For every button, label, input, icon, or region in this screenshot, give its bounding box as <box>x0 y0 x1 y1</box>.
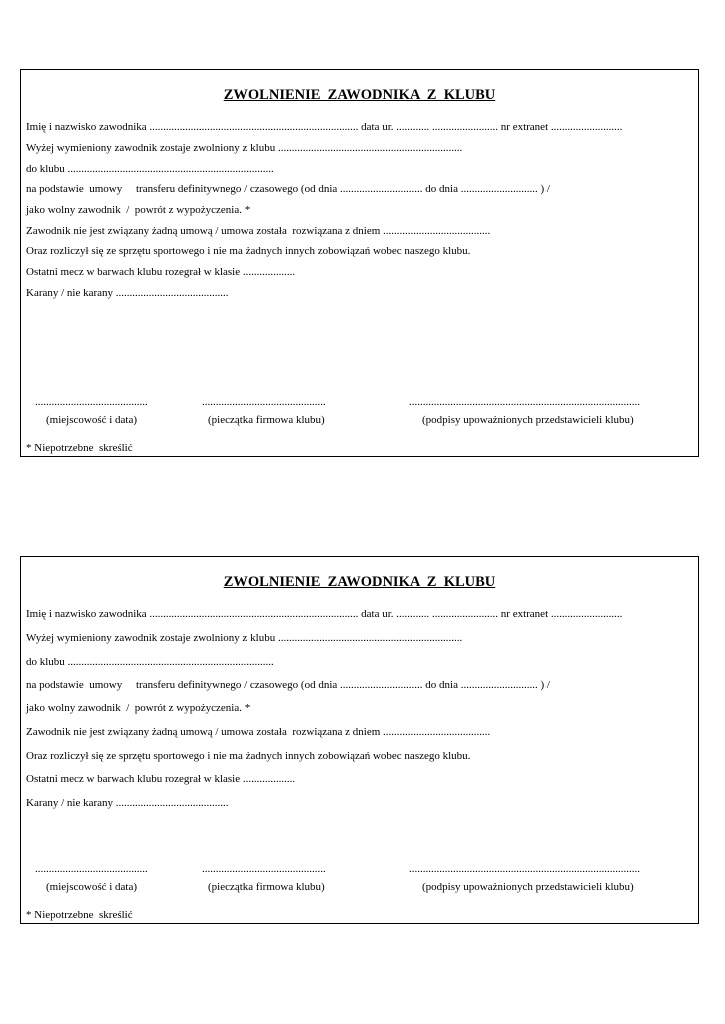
to-club-line: do klubu ........................................................................... <box>26 656 274 668</box>
footnote: * Niepotrzebne skreślić <box>26 442 133 454</box>
contract-status-line: Zawodnik nie jest związany żadną umową / umowa została rozwiązana z dniem ....................................... <box>26 225 491 237</box>
form-title: ZWOLNIENIE ZAWODNIKA Z KLUBU <box>223 87 496 103</box>
last-match-line: Ostatni mecz w barwach klubu rozegrał w klasie ................... <box>26 266 296 278</box>
representatives-caption: (podpisy upoważnionych przedstawicieli klubu) <box>422 414 634 426</box>
penalty-status-line: Karany / nie karany ......................................... <box>26 797 229 809</box>
equipment-settlement-line: Oraz rozliczył się ze sprzętu sportowego i nie ma żadnych innych zobowiązań wobec naszego klubu. <box>26 750 471 762</box>
penalty-status-line: Karany / nie karany ......................................... <box>26 287 229 299</box>
club-stamp-signature-line: ............................................. <box>202 863 326 875</box>
place-date-caption: (miejscowość i data) <box>46 414 138 426</box>
transfer-basis-line: na podstawie umowy transferu definitywnego / czasowego (od dnia .............................. do dnia ............................ ) / <box>26 183 550 195</box>
release-form-2 <box>20 556 699 924</box>
representatives-signature-line: .................................................................................... <box>409 396 640 408</box>
released-from-club-line: Wyżej wymieniony zawodnik zostaje zwolniony z klubu ................................................................... <box>26 632 463 644</box>
release-form-1 <box>20 69 699 457</box>
club-stamp-caption: (pieczątka firmowa klubu) <box>208 881 325 893</box>
player-name-line: Imię i nazwisko zawodnika ............................................................................ data ur. ............ ........................ nr extranet .......................... <box>26 608 623 620</box>
form-title: ZWOLNIENIE ZAWODNIKA Z KLUBU <box>223 574 496 590</box>
to-club-line: do klubu ........................................................................... <box>26 163 274 175</box>
player-name-line: Imię i nazwisko zawodnika ............................................................................ data ur. ............ ........................ nr extranet .......................... <box>26 121 623 133</box>
place-date-signature-line: ......................................... <box>35 863 148 875</box>
free-agent-line: jako wolny zawodnik / powrót z wypożyczenia. * <box>26 702 251 714</box>
transfer-basis-line: na podstawie umowy transferu definitywnego / czasowego (od dnia .............................. do dnia ............................ ) / <box>26 679 550 691</box>
club-stamp-caption: (pieczątka firmowa klubu) <box>208 414 325 426</box>
representatives-caption: (podpisy upoważnionych przedstawicieli klubu) <box>422 881 634 893</box>
released-from-club-line: Wyżej wymieniony zawodnik zostaje zwolniony z klubu ................................................................... <box>26 142 463 154</box>
last-match-line: Ostatni mecz w barwach klubu rozegrał w klasie ................... <box>26 773 296 785</box>
representatives-signature-line: .................................................................................... <box>409 863 640 875</box>
place-date-caption: (miejscowość i data) <box>46 881 138 893</box>
footnote: * Niepotrzebne skreślić <box>26 909 133 921</box>
contract-status-line: Zawodnik nie jest związany żadną umową / umowa została rozwiązana z dniem ....................................... <box>26 726 491 738</box>
club-stamp-signature-line: ............................................. <box>202 396 326 408</box>
place-date-signature-line: ......................................... <box>35 396 148 408</box>
equipment-settlement-line: Oraz rozliczył się ze sprzętu sportowego i nie ma żadnych innych zobowiązań wobec naszego klubu. <box>26 245 471 257</box>
free-agent-line: jako wolny zawodnik / powrót z wypożyczenia. * <box>26 204 251 216</box>
